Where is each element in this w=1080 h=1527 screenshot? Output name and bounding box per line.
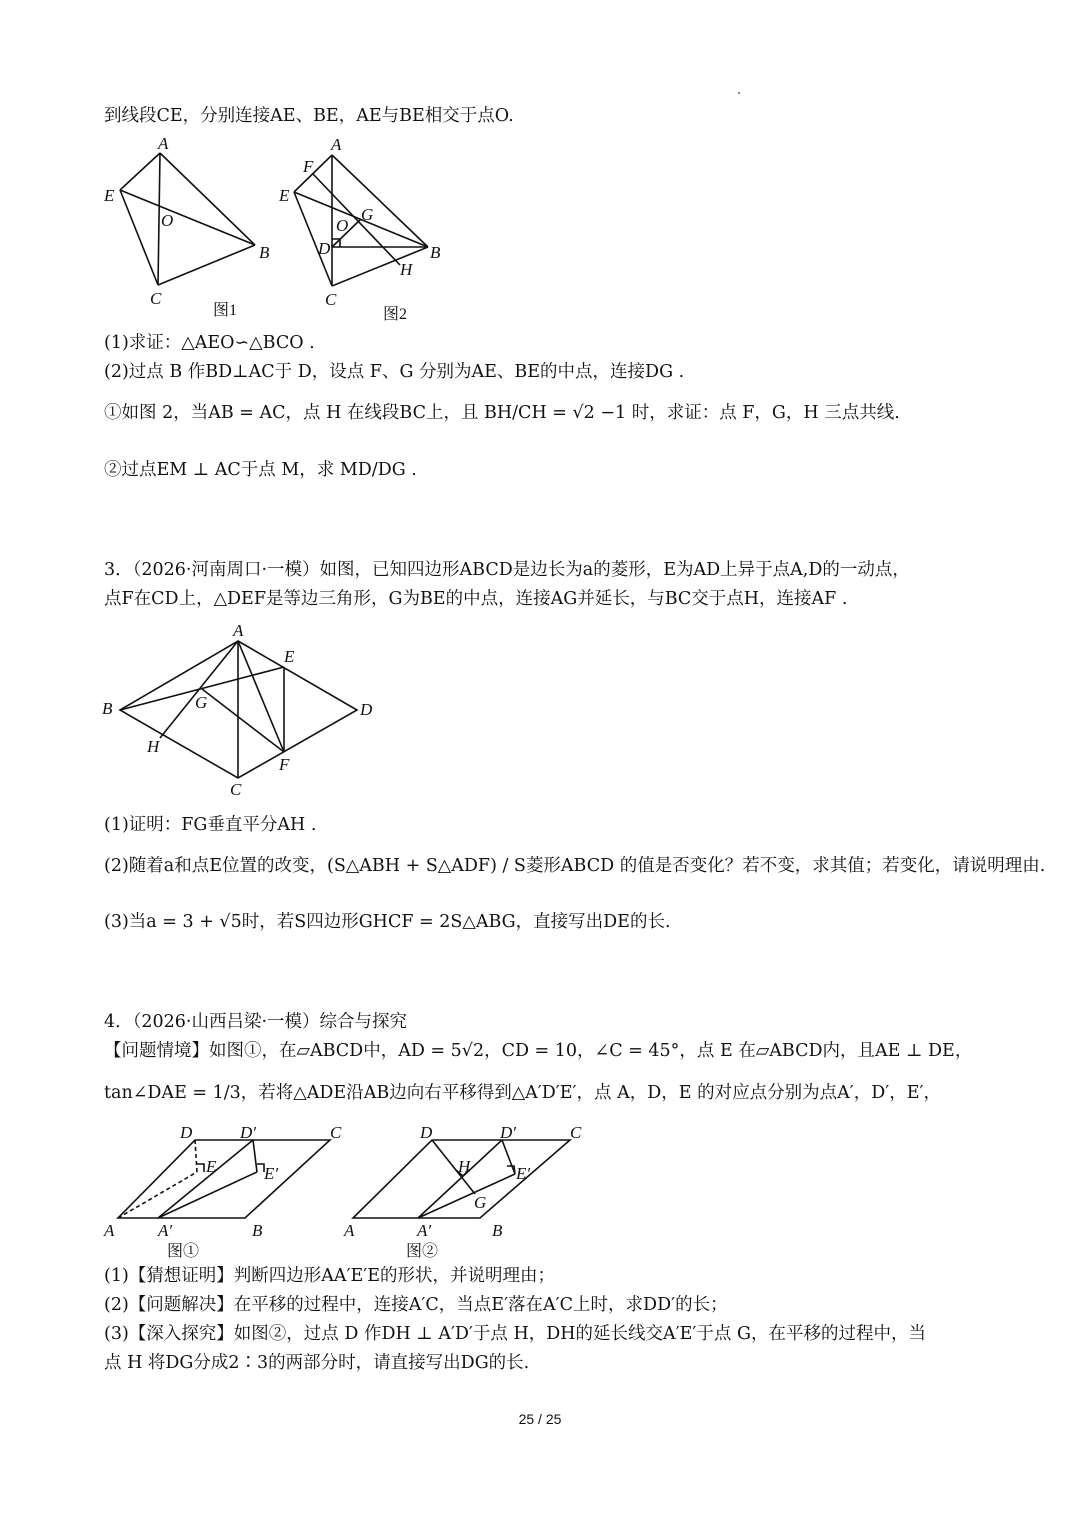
problem3-part3: (3)当a = 3 + √5时，若S四边形GHCF = 2S△ABG，直接写出DE的长. [104, 912, 671, 932]
fig3-label-G: G [195, 693, 208, 712]
problem2-part2: (2)过点 B 作BD⊥AC于 D，设点 F、G 分别为AE、BE的中点，连接DG . [104, 362, 685, 382]
problem3-part1: (1)证明：FG垂直平分AH . [104, 815, 317, 835]
figure-1 [103, 134, 270, 319]
fig5-label-H: H [458, 1157, 471, 1176]
fig3-label-E: E [284, 647, 295, 666]
fig4-label-Eprime: E′ [264, 1164, 279, 1183]
fig4-label-B: B [252, 1221, 263, 1240]
fig2-label-B: B [430, 243, 441, 262]
fig2-label-O: O [336, 216, 349, 235]
problem3-statement-1: 3．（2026·河南周口·一模）如图，已知四边形ABCD是边长为a的菱形，E为AD上异于点A,D的一动点， [104, 560, 910, 580]
fig4-label-C: C [330, 1123, 342, 1142]
fig3-label-F: F [279, 755, 290, 774]
problem4-part2: (2)【问题解决】在平移的过程中，连接A′C，当点E′落在A′C上时，求DD′的长； [104, 1295, 728, 1315]
fig2-label-A: A [331, 135, 342, 154]
fig1-label-E: E [104, 186, 115, 205]
fig1-caption: 图1 [213, 302, 238, 319]
fig5-label-B: B [492, 1221, 503, 1240]
problem4-part3-1: (3)【深入探究】如图②，过点 D 作DH ⊥ A′D′于点 H，DH的延长线交A′E′于点 G，在平移的过程中，当 [104, 1324, 926, 1344]
fig4-label-A: A [104, 1221, 115, 1240]
figure-5 [343, 1123, 582, 1260]
fig3-label-H: H [147, 737, 160, 756]
problem4-context-2: tan∠DAE = 1/3，若将△ADE沿AB边向右平移得到△A′D′E′，点 A，D，E 的对应点分别为点A′，D′，E′， [104, 1083, 941, 1103]
fig5-label-C: C [570, 1123, 582, 1142]
problem3-part2: (2)随着a和点E位置的改变，(S△ABH + S△ADF) / S菱形ABCD 的值是否变化？若不变，求其值；若变化，请说明理由. [104, 856, 1046, 876]
fig5-label-Aprime: A′ [417, 1221, 432, 1240]
fig1-label-B: B [259, 243, 270, 262]
fig4-label-E: E [206, 1157, 217, 1176]
fig4-label-Dprime: D′ [240, 1123, 256, 1142]
problem2-part2-sub1: ①如图 2，当AB = AC，点 H 在线段BC上，且 BH/CH = √2 −1 时，求证：点 F，G，H 三点共线. [104, 403, 900, 423]
fig3-label-A: A [233, 621, 244, 640]
figure-4 [103, 1123, 342, 1260]
fig3-label-B: B [102, 699, 113, 718]
fig5-caption: 图② [406, 1243, 439, 1260]
fig1-label-O: O [161, 211, 174, 230]
fig5-label-D: D [420, 1123, 433, 1142]
problem4-title: 4．（2026·山西吕梁·一模）综合与探究 [104, 1012, 408, 1032]
fig3-label-C: C [230, 780, 242, 799]
fig2-label-D: D [318, 239, 331, 258]
problem4-part1: (1)【猜想证明】判断四边形AA′E′E的形状，并说明理由； [104, 1266, 556, 1286]
page-number: 25 / 25 [518, 1411, 562, 1427]
figure-2 [278, 135, 441, 323]
fig2-caption: 图2 [383, 306, 408, 323]
fig3-label-D: D [360, 700, 373, 719]
fig2-label-H: H [400, 260, 413, 279]
fig2-label-F: F [303, 157, 314, 176]
fig5-label-G: G [474, 1193, 487, 1212]
fig5-label-A: A [344, 1221, 355, 1240]
problem2-part1: (1)求证：△AEO∽△BCO . [104, 333, 315, 353]
fig2-label-C: C [325, 290, 337, 309]
problem2-continuation: 到线段CE，分别连接AE、BE，AE与BE相交于点O. [104, 106, 514, 126]
fig1-label-A: A [158, 134, 169, 153]
problem4-part3-2: 点 H 将DG分成2∶3的两部分时，请直接写出DG的长. [104, 1353, 530, 1373]
problem3-statement-2: 点F在CD上，△DEF是等边三角形，G为BE的中点，连接AG并延长，与BC交于点H，连接AF . [104, 589, 848, 609]
fig2-label-G: G [361, 205, 374, 224]
figure-3 [102, 621, 373, 799]
fig1-label-C: C [150, 289, 162, 308]
fig4-caption: 图① [167, 1243, 200, 1260]
fig2-label-E: E [279, 186, 290, 205]
fig4-label-D: D [180, 1123, 193, 1142]
fig4-label-Aprime: A′ [158, 1221, 173, 1240]
fig5-label-Eprime: E′ [516, 1164, 531, 1183]
fig5-label-Dprime: D′ [500, 1123, 516, 1142]
problem4-context-1: 【问题情境】如图①，在▱ABCD中，AD = 5√2，CD = 10，∠C = 45°，点 E 在▱ABCD内，且AE ⊥ DE， [104, 1041, 973, 1061]
problem2-part2-sub2: ②过点EM ⊥ AC于点 M，求 MD/DG . [104, 460, 417, 480]
